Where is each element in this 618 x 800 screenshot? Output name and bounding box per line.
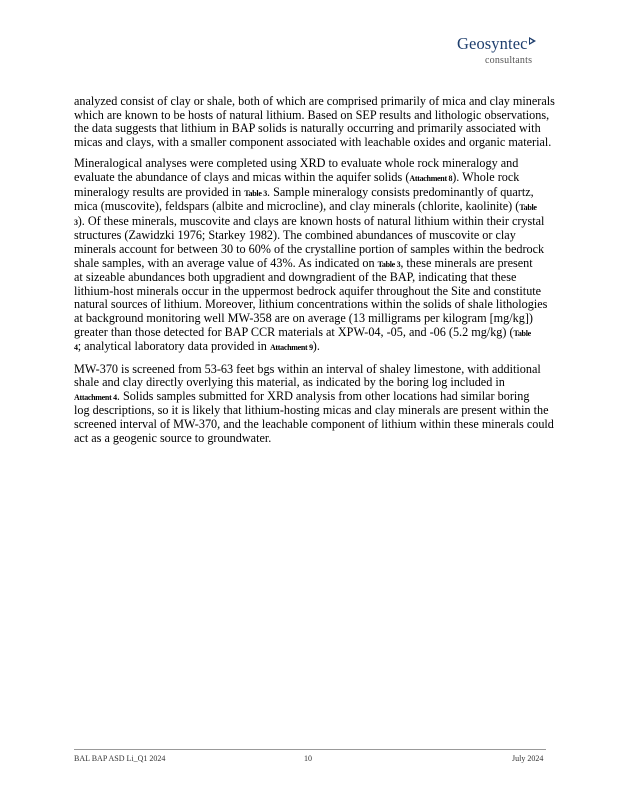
reference-label: Table 3 xyxy=(377,259,401,269)
text-segment: Mineralogical analyses were completed using XRD to evaluate whole rock mineralogy and xyxy=(74,156,519,171)
footer-divider xyxy=(74,749,546,750)
text-segment: mineralogy results are provided in xyxy=(74,184,245,199)
text-line xyxy=(74,243,614,257)
text-segment: natural sources of lithium. Moreover, lithium concentrations within the solids of shale lithologies xyxy=(74,297,548,312)
text-segment: MW-370 is screened from 53-63 feet bgs within an interval of shaley limestone, with additional xyxy=(74,361,541,376)
reference-label: Attachment 8 xyxy=(409,173,453,183)
text-line xyxy=(74,376,614,390)
text-line xyxy=(74,109,614,123)
text-line xyxy=(74,390,614,405)
text-line xyxy=(74,404,614,418)
text-line xyxy=(74,326,614,341)
reference-label: Table 3 xyxy=(244,188,267,198)
text-segment: screened interval of MW-370, and the leachable component of lithium within these minerals could xyxy=(74,417,554,432)
text-line xyxy=(74,312,614,326)
triangle-mark-icon xyxy=(529,37,536,45)
text-segment: analyzed consist of clay or shale, both of which are comprised primarily of mica and clay minerals xyxy=(74,94,555,108)
text-segment: which are known to be hosts of natural lithium. Based on SEP results and lithologic observations, xyxy=(74,107,550,122)
reference-label: Table xyxy=(513,328,531,338)
footer-page-number: 10 xyxy=(304,754,312,763)
company-logo xyxy=(457,34,535,66)
text-line xyxy=(74,257,614,272)
text-segment: mica (muscovite), feldspars (albite and microcline), and clay minerals (chlorite, kaolinite) ( xyxy=(74,199,520,214)
text-segment: ). Whole rock xyxy=(452,169,520,184)
text-line xyxy=(74,340,614,355)
text-line xyxy=(74,285,614,299)
text-segment: micas and clays, with a smaller component associated with leachable oxides and organic material. xyxy=(74,134,552,149)
text-segment: at background monitoring well MW-358 are on average (13 milligrams per kilogram [mg/kg]) xyxy=(74,310,533,325)
text-line xyxy=(74,136,614,150)
text-line xyxy=(74,157,614,171)
reference-label: Table xyxy=(519,203,537,213)
footer-date: July 2024 xyxy=(512,754,544,763)
reference-label: 3 xyxy=(74,217,78,227)
text-line xyxy=(74,363,614,377)
text-line xyxy=(74,298,614,312)
text-segment: . Sample mineralogy consists predominantly of quartz, xyxy=(266,184,534,199)
text-segment: log descriptions, so it is likely that lithium-hosting micas and clay minerals are present within the xyxy=(74,403,549,418)
text-segment: shale samples, with an average value of 43%. As indicated on xyxy=(74,255,378,270)
footer-document-id: BAL BAP ASD Li_Q1 2024 xyxy=(74,754,166,763)
text-line xyxy=(74,200,614,215)
text-line xyxy=(74,271,614,285)
text-segment: structures (Zawidzki 1976; Starkey 1982). The combined abundances of muscovite or clay xyxy=(74,228,516,243)
text-line xyxy=(74,215,614,230)
text-line xyxy=(74,122,614,136)
paragraph xyxy=(74,95,614,149)
text-line xyxy=(74,171,614,186)
logo-subtitle: consultants xyxy=(485,55,533,66)
text-line xyxy=(74,95,614,109)
text-line xyxy=(74,229,614,243)
text-segment: evaluate the abundance of clays and micas within the aquifer solids ( xyxy=(74,169,410,184)
reference-label: 4 xyxy=(74,343,78,353)
text-segment: ). Of these minerals, muscovite and clays are known hosts of natural lithium within their crystal xyxy=(77,213,545,228)
text-segment: ; analytical laboratory data provided in xyxy=(77,339,270,354)
text-segment: shale and clay directly overlying this material, as indicated by the boring log included in xyxy=(74,375,505,390)
text-segment: , these minerals are present xyxy=(400,255,533,270)
text-segment: lithium-host minerals occur in the uppermost bedrock aquifer throughout the Site and constitute xyxy=(74,283,542,298)
body-text xyxy=(74,95,614,453)
text-line xyxy=(74,432,614,446)
reference-label: Attachment 4 xyxy=(74,392,117,402)
paragraph xyxy=(74,363,614,446)
text-line xyxy=(74,186,614,201)
text-segment: minerals account for between 30 to 60% of the crystalline portion of samples within the bedrock xyxy=(74,241,545,256)
logo-name: Geosyntec xyxy=(457,34,528,53)
text-line xyxy=(74,418,614,432)
paragraph xyxy=(74,157,614,354)
text-segment: greater than those detected for BAP CCR materials at XPW-04, -05, and -06 (5.2 mg/kg) ( xyxy=(74,324,514,339)
text-segment: act as a geogenic source to groundwater. xyxy=(74,430,272,445)
text-segment: at sizeable abundances both upgradient and downgradient of the BAP, indicating that these xyxy=(74,270,517,285)
text-segment: the data suggests that lithium in BAP solids is naturally occurring and primarily associated with xyxy=(74,121,541,136)
reference-label: Attachment 9 xyxy=(269,343,313,353)
text-segment: . Solids samples submitted for XRD analysis from other locations had similar boring xyxy=(116,388,530,403)
text-segment: ). xyxy=(312,339,320,354)
